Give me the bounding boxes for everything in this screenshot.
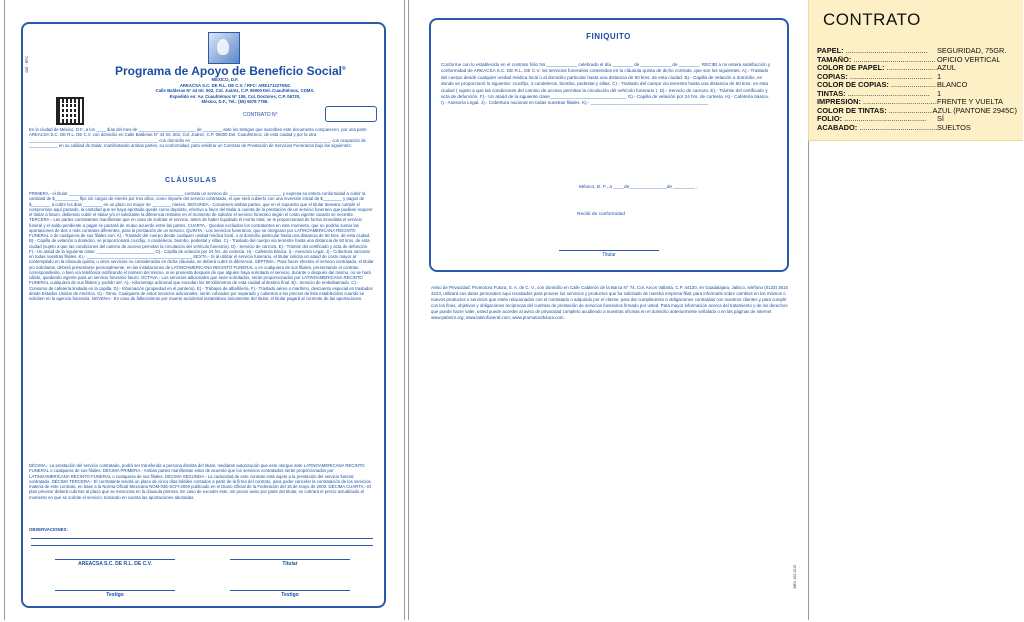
signature-testigo-1: Testigo [106, 592, 124, 598]
clausulas-body: PRIMERA.- el titular ________________________________________________ contrata un servicio de ______________________ y expresa su entera conformidad a cubrir la cantidad de $__________ flps sin cargos de interés por tres años, como importe del servicio contratado, el que será cubierto con una inversión inicial de $________ y pagos de $________ a cubrir los días ________ en un plazo no mayor de ________ meses. SEGUNDA.- Convienen ambas partes, que en el supuesto que el titular deseara cumplir el compromiso aquí pactado, la cantidad que se haya aportado quede como depósito, efectivo a favor del titular a cuenta de la prestación de un servicio funerario que pudiese requerir el titular a futuro, debiendo cubrir el titular y/o el solicitante la diferencia restante en el momento de solicitar el servicio funerario según el costo vigente cuando se necesite. TERCERA.- Las partes contratantes manifiestan que en caso de solicitar el servicio, antes de haber liquidado el monto total, se le proporcionará de forma inmediata el servicio funeral y el saldo pendiente a pagar se pactará de mutuo acuerdo entre las partes. CUARTA.- Quedan excluidos los contratantes en este momento, que no podrán sumar las aportaciones de dos o más contratos diferentes, para la prestación de un servicio. QUINTA.- Los servicios funerarios, que se otorgaran por LATINOAMERICANA RECINTO FUNERAL o de cualquiera de sus filiales son: A).- Traslado del cuerpo desde cualquier unidad médica local, o al domicilio particular hasta una distancia de 50 kms. de esta ciudad. B).- Capilla de velación a domicilio, se proporcionará crucifijo, 4 candeleros, biombo, pedestal y sillas. C).- Traslado del cuerpo vía terrestre hasta una distancia de 50 kms. de esta ciudad (sujeto a que las condiciones del camino de acceso permitan la circulación del vehículo funerario). D).- Servicio de carroza. E).- Trámite del certificado y acta de defunción. F).- Un ataúd de la siguiente clase: ________________________ G).- Capilla de velación por 24 hrs. de cortesía. H).- Cafetería básica. I).- Asesoría Legal. J).- Cobertura nacional en todas nuestras filiales. K).- ____________________________________________ SEXTA.- Si al utilizar el servicio funerario, el titular solicita un ataúd de costo mayor al contemplado en la cláusula quinta, u otros servicios no considerados en dicha cláusula, se deberá cubrir la diferencia. SÉPTIMA.- Para hacer efectivo el servicio contratado, el titular y/o solicitante, deberá presentarse personalmente, en las instalaciones de LATINOAMERICANA RECINTO FUNERAL o en cualquiera de sus filiales, presentando el contrato correspondiente, o bien vía telefónica notificando el número del mismo, si se presenta después de que alguien haya solicitado el servicio, durante o después del mismo, no se hará válido, quedando vigente para un servicio funerario futuro. OCTAVA.- Los servicios adicionales que sean solicitados, serán proporcionados por LATINOAMERICANA RECINTO FUNERAL cualquiera de sus filiales y podrán ser: A).- Kilometraje adicional que excedan los 50 kilómetros de esta ciudad al destino final. B).- Servicio de embalsamado. C).- Consumo de cafetería limitada en la capilla. D).- Inhumación (propiedad en el panteón). E).- Trabajos de albañilería. F).- Traslado aéreo o marítimo, descuento especial en traslados desde Estados Unidos de América. G).- Otros. Cualquiera de estos servicios adicionales, serán cobrados por separado y cubiertos a los precios de lista establecidos cuando se soliciten en la agencia funeraria. NOVENA.- En caso de fallecimiento por muerte accidental instantáneo únicamente del titular, el titular pagará al corriente de las aportaciones. [29, 191, 374, 301]
clausulas-heading: CLÁUSULAS [165, 177, 218, 184]
observaciones-label: OBSERVACIONES: [29, 527, 68, 532]
spec-row: COLOR DE PAPEL: ..... AZUL [817, 64, 1017, 73]
privacy-notice: Aviso de Privacidad: Promotora Futura, S. A. de C. V., con domicilio en Calle Calderón de la Barca N° 74, Col. Arcos Vallarta, C.P. 44130, en Guadalajara, Jalisco, teléfono (0133) 3615 3223, utilizará sus datos personales aquí recabados para proveer los servicios y productos que ha solicitado de nuestra empresa filial; para informarle sobre cambios en los mismos o nuevos productos o servicios que estén relacionados con el contratado o adquirido por el cliente; para dar cumplimiento a obligaciones contraídas con nuestros clientes y para cumplir con los fines, objetivos y obligaciones recíprocas del contrato de prestación de servicios funerarios firmado por usted. Para mayor información acerca del tratamiento y de los derechos que puede hacer valer, usted puede acceder al aviso de privacidad completo acudiendo a nuestras oficinas en el domicilio anteriormente señalado o en las páginas de internet www.pabsmr.org; www.latinofuneral.com; www.promotorafutura.com. [431, 285, 788, 320]
observaciones-line [31, 538, 373, 539]
contract-intro: En la ciudad de México, D.F., a los ____ días del mes de ________________________ de ________ ante los testigos que suscriben este documento comparecen, por una parte AREACSA S.C. DE R.L. DE C.V. con domicilio en Calle Balderas N° 44 Int. 502, Col. Juárez, C.P. 06000 Del. Cuauhtémoc, de esta ciudad y por la otra ______________________________________________________ con domicilio en __________________________________________________________, con ocupación de ____________ en su calidad de titular, manifestando ambas partes, su conformidad, para celebrar un Contrato de Prestación de Servicios Funerarios bajo las siguientes: [29, 127, 367, 148]
side-stamp: SAT · RFC [25, 56, 29, 73]
signature-line [55, 590, 175, 591]
print-spec-card [808, 0, 1023, 141]
finiquito-titular: Titular [602, 252, 616, 258]
finiquito-title: FINIQUITO [586, 32, 631, 41]
spec-title: CONTRATO [823, 10, 921, 29]
spec-row: ACABADO: ..... SUELTOS [817, 124, 1017, 133]
spec-rows [817, 47, 1017, 132]
finiquito-body: Conforme con lo establecido en el contrato folio No.____________ celebrado el día ________ de ____________ de ________. RECIBÍ a mi entera satisfacción y conformidad de AREACSA S.C. DE R.L. DE C.V. los servicios funerarios contenidos en la cláusula quinta de dicho contrato, que son los siguientes: A).- Traslado del cuerpo desde cualquier unidad médica local o al domicilio particular hasta una distancia de 50 kms. de esta ciudad. B).- Capilla de velación a domicilio, en donde se proporcionó lo siguiente: crucifijo, 4 candeleros, biombo, pedestal y sillas. C).- Traslado del cuerpo vía terrestre hasta una distancia de 50 kms. en esta ciudad ( sujeto a que las condiciones del camino de acceso permitan la circulación del vehículo funerario ). D).- Servicio de carroza. E).- Trámite del certificado y acta de defunción. F).- Un ataúd de la siguiente clase______________________________ G).- Capilla de velación por 24 hrs. de cortesía. H).- Cafetería básica. I).- Asesoría Legal. J).- Cobertura nacional en todas nuestras filiales. K).- ______________________________________________ [441, 62, 771, 106]
contract-number-label: CONTRATO N° [243, 112, 278, 118]
contract-number-field[interactable] [325, 106, 377, 122]
signature-line [559, 250, 659, 251]
clausulas-body-2: DÉCIMA.- La prestación del servicio contratado, podrá ser transferida a persona distinta del titular, mediante autorización que este otorgue ante LATINOAMERICANA RECINTO FUNERAL o cualquiera de sus filiales. DÉCIMA PRIMERA.- Ambas partes manifiestan estar de acuerdo que los servicios contratados serán proporcionados por LATINOAMERICANA RECINTO FUNERAL o cualquiera de sus filiales. DÉCIMA SEGUNDA.- La caducidad de este contrato está sujeto a la prestación del servicio funeral contratado. DÉCIMA TERCERA.- El contratante tendrá un plazo de cinco días hábiles contados a partir de la firma del contrato, para poder cancelar la contratación de los servicios materia de este contrato, en base a la Norma Oficial Mexicana NOM-036-SCFI-2000 publicado en el Diario Oficial de la Federación del 15 de mayo de 2000. DÉCIMA CUARTA.- El plan previsor deberá cubrirse al plazo que se menciona en la cláusula primera. En caso de exceder éste, sin previo aviso por parte del titular, se cobrará el precio actualizado al momento en que se solicite el servicio, tomando en cuenta las aportaciones abonadas. [29, 463, 372, 500]
spec-row: FOLIO: ..... SÍ [817, 115, 1017, 124]
signature-line [230, 590, 350, 591]
finiquito-received: Recibí de conformidad [577, 212, 625, 217]
finiquito-frame [429, 18, 789, 272]
observaciones-line [31, 545, 373, 546]
qr-code-icon [56, 97, 84, 125]
signature-line [230, 559, 350, 560]
spec-row: COLOR DE TINTAS: ..... AZUL (PANTONE 2945C) [817, 107, 1017, 116]
form-code: MEX 102-1015 [793, 565, 797, 589]
signature-line [55, 559, 175, 560]
program-logo-icon [208, 32, 240, 64]
spec-row: PAPEL: ..... SEGURIDAD, 75GR. [817, 47, 1017, 56]
signature-titular: Titular [282, 561, 298, 567]
program-title: Programa de Apoyo de Beneficio Social® [115, 64, 346, 78]
spec-row: IMPRESIÓN: ..... FRENTE Y VUELTA [817, 98, 1017, 107]
spec-row: COPIAS: ..... 1 [817, 73, 1017, 82]
signature-testigo-2: Testigo [281, 592, 299, 598]
finiquito-page [408, 0, 809, 620]
spec-row: TAMAÑO: ..... OFICIO VERTICAL [817, 56, 1017, 65]
contract-page [4, 0, 405, 620]
spec-row: COLOR DE COPIAS: ..... BLANCO [817, 81, 1017, 90]
company-info: AREACSA S.C. DE R.L. DE C.V. / RFC: ARE171227NN1 Calle Balderas N° 44 Int. 502, Col. Juárez, C.P. 06000 Del. Cuauhtémoc, CDMX. Expedido en: Av. Cuauhtémoc N° 106, Col. Doctores, C.P. 06720, México, D.F., Tel.: (55) 5578 7786. [155, 83, 315, 105]
location-line: MÉXICO, D.F. [211, 77, 239, 82]
finiquito-date-line: México, D. F., a ____de______________de ________ . [579, 185, 698, 190]
spec-row: TINTAS: ..... 1 [817, 90, 1017, 99]
signature-company: AREACSA S.C. DE R.L. DE C.V. [78, 561, 152, 567]
